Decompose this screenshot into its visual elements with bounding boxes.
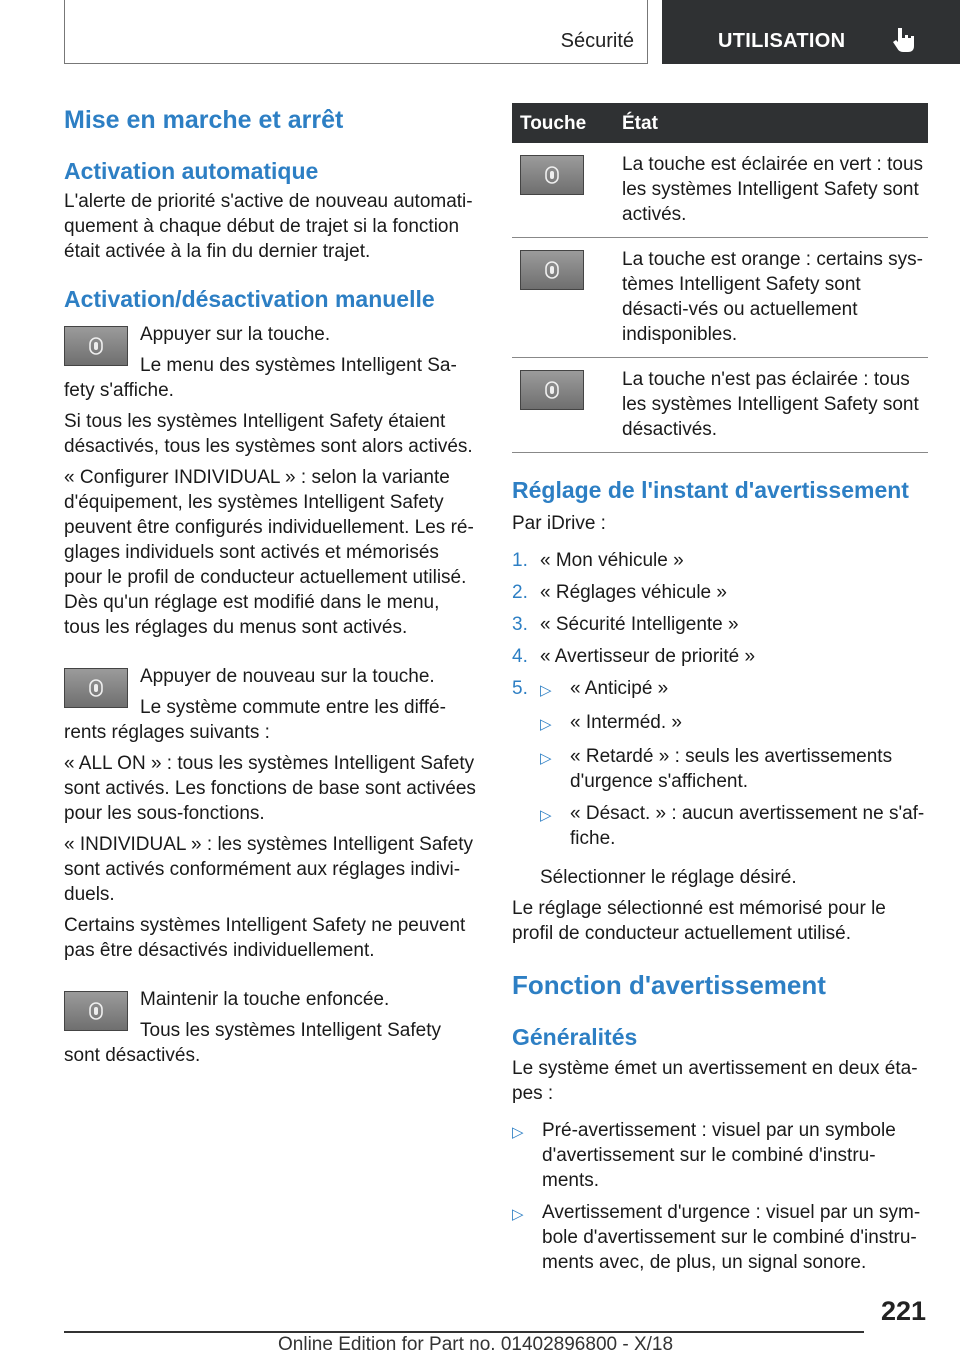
step2-a: Appuyer de nouveau sur la touche. <box>140 666 435 687</box>
table-cell-state: La touche est orange : certains sys-tèmes Intelligent Safety sont désacti-vés ou actuellement indisponibles. <box>614 238 928 358</box>
para-activation-auto: L'alerte de priorité s'active de nouveau automati-quement à chaque début de trajet si la fonction était activée à la fin du dernier trajet. <box>64 191 473 262</box>
safety-button-image <box>64 991 128 1031</box>
step2-b: Le système commute entre les diffé-rents réglages suivants : <box>64 697 446 743</box>
header-chapter-label: UTILISATION <box>718 30 846 52</box>
step5-options <box>540 676 928 858</box>
triangle-bullet-icon: ▷ <box>540 682 552 699</box>
list-item: ▷ « Retardé » : seuls les avertissements d'urgence s'affichent. <box>540 746 893 792</box>
para-configurer-individual: « Configurer INDIVIDUAL » : selon la variante d'équipement, les systèmes Intelligent Safety peuvent être configurés individuellement. Les ré-glages individuels sont activés et mémorisés pour le profil de conducteur actuellement utilisé. Dès qu'un réglage est modifié dans le menu, tous les réglages du menus sont activés. <box>64 467 474 638</box>
hand-pointer-icon <box>892 26 918 54</box>
safety-button-image <box>520 250 584 290</box>
list-item: 5. ▷ « Anticipé » ▷ « Interméd. » ▷ « Retardé » : seuls les avertissements d'urgence s'affichent. ▷ « Désact. » : aucun avertissement ne s'af-fiche. <box>512 676 928 858</box>
intelligent-safety-icon <box>544 381 560 399</box>
para-par-idrive: Par iDrive : <box>512 513 606 534</box>
para-memorise: Le réglage sélectionné est mémorisé pour le profil de conducteur actuellement utilisé. <box>512 898 886 944</box>
settings-steps-list <box>512 548 928 858</box>
table-row <box>512 238 928 358</box>
step3-a: Maintenir la touche enfoncée. <box>140 989 390 1010</box>
safety-button-image <box>64 668 128 708</box>
heading-activation-auto: Activation automatique <box>64 158 319 184</box>
list-item: ▷ Avertissement d'urgence : visuel par un sym-bole d'avertissement sur le combiné d'instru-ments avec, de plus, un signal sonore. <box>512 1202 921 1273</box>
heading-mise-en-marche: Mise en marche et arrêt <box>64 106 344 134</box>
table-cell-state: La touche est éclairée en vert : tous les systèmes Intelligent Safety sont activés. <box>614 143 928 238</box>
list-item: 3. « Sécurité Intelligente » <box>512 614 739 635</box>
list-item: ▷ Pré-avertissement : visuel par un symbole d'avertissement sur le combiné d'instru-ments. <box>512 1120 896 1191</box>
intelligent-safety-icon <box>544 166 560 184</box>
para-certains-systemes: Certains systèmes Intelligent Safety ne peuvent pas être désactivés individuellement. <box>64 915 466 961</box>
para-all-on: « ALL ON » : tous les systèmes Intelligent Safety sont activés. Les fonctions de base sont activées pour les sous-fonctions. <box>64 753 476 824</box>
page-number: 221 <box>880 1296 926 1326</box>
safety-button-image <box>520 370 584 410</box>
step-hold-button <box>64 987 478 1068</box>
step3-b: Tous les systèmes Intelligent Safety sont désactivés. <box>64 1020 441 1066</box>
table-header-etat: État <box>614 103 928 143</box>
safety-button-image <box>520 155 584 195</box>
para-individual: « INDIVIDUAL » : les systèmes Intelligent Safety sont activés conformément aux réglages indivi-duels. <box>64 834 474 905</box>
intelligent-safety-icon <box>544 261 560 279</box>
list-item: 2. « Réglages véhicule » <box>512 582 727 603</box>
para-select: Sélectionner le réglage désiré. <box>540 867 797 888</box>
table-header-touche: Touche <box>512 103 614 143</box>
footer-edition: Online Edition for Part no. 01402896800 - X/18 <box>278 1334 674 1355</box>
step1-a: Appuyer sur la touche. <box>140 324 331 345</box>
para-all-deactivated: Si tous les systèmes Intelligent Safety étaient désactivés, tous les systèmes sont alors activés. <box>64 411 473 457</box>
left-column <box>64 104 478 1074</box>
triangle-bullet-icon: ▷ <box>512 1124 524 1141</box>
step-press-again <box>64 664 478 745</box>
heading-activation-manuelle: Activation/désactivation manuelle <box>64 286 435 312</box>
triangle-bullet-icon: ▷ <box>540 750 552 767</box>
para-generalites: Le système émet un avertissement en deux éta-pes : <box>512 1058 918 1104</box>
table-row <box>512 143 928 238</box>
list-item: 1. « Mon véhicule » <box>512 550 684 571</box>
step1-b: Le menu des systèmes Intelligent Sa-fety s'affiche. <box>64 355 457 401</box>
triangle-bullet-icon: ▷ <box>512 1206 524 1223</box>
table-row <box>512 358 928 453</box>
step-press-button <box>64 322 478 403</box>
triangle-bullet-icon: ▷ <box>540 807 552 824</box>
button-state-table <box>512 103 928 453</box>
list-item: 4. « Avertisseur de priorité » <box>512 646 756 667</box>
right-column <box>512 103 928 1275</box>
heading-generalites: Généralités <box>512 1024 638 1050</box>
intelligent-safety-icon <box>88 679 104 697</box>
header-chapter-tab <box>662 0 960 64</box>
heading-fonction-avertissement: Fonction d'avertissement <box>512 970 826 1000</box>
list-item: ▷ « Anticipé » <box>540 676 928 703</box>
triangle-bullet-icon: ▷ <box>540 716 552 733</box>
intelligent-safety-icon <box>88 337 104 355</box>
safety-button-image <box>64 326 128 366</box>
footer-divider <box>64 1331 864 1333</box>
list-item: ▷ « Interméd. » <box>540 710 928 737</box>
table-cell-state: La touche n'est pas éclairée : tous les systèmes Intelligent Safety sont désactivés. <box>614 358 928 453</box>
list-item: ▷ « Désact. » : aucun avertissement ne s'af-fiche. <box>540 803 925 849</box>
intelligent-safety-icon <box>88 1002 104 1020</box>
header-section-title: Sécurité <box>560 30 634 52</box>
heading-reglage: Réglage de l'instant d'avertissement <box>512 477 909 503</box>
